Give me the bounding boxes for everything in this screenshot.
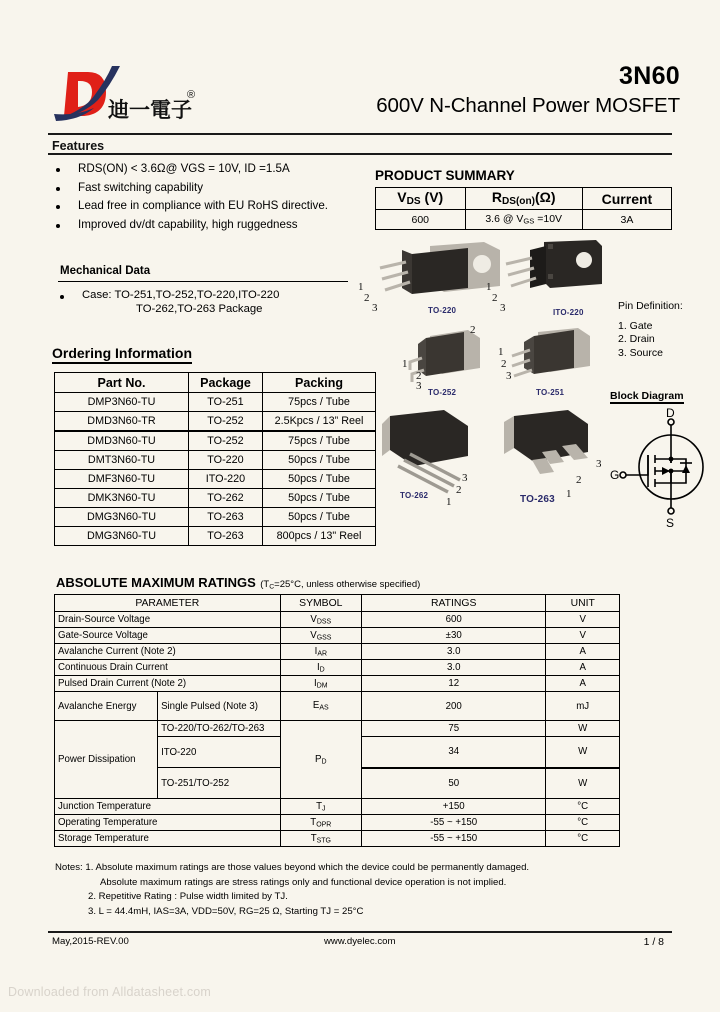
terminal-label-s: S	[666, 516, 675, 530]
pin-definition-block	[618, 300, 683, 360]
pin-number-1: 1	[402, 358, 408, 370]
page-footer	[48, 936, 672, 952]
cell-sub-condition: ITO-220	[158, 737, 281, 768]
cell-rating: 3.0	[362, 660, 546, 676]
table-row	[55, 644, 620, 660]
notes-block	[55, 861, 655, 919]
cell-part-no: DMD3N60-TR	[55, 412, 189, 432]
pin-definition-item: 1. Gate	[618, 319, 653, 332]
block-diagram-heading: Block Diagram	[610, 390, 684, 402]
product-summary-table	[375, 187, 672, 230]
pin-number-2: 2	[492, 292, 498, 304]
pin-number-2: 2	[470, 324, 476, 336]
table-row	[376, 210, 672, 230]
cell-sub-condition: TO-251/TO-252	[158, 768, 281, 799]
footer-website[interactable]: www.dyelec.com	[324, 936, 396, 947]
pin-number-3: 3	[500, 302, 506, 314]
block-diagram-mosfet-symbol	[608, 405, 718, 530]
package-label-to263: TO-263	[520, 494, 555, 505]
cell-symbol: $T_{OPR}$	[280, 815, 361, 831]
features-heading: Features	[52, 139, 105, 153]
table-row	[55, 628, 620, 644]
pin-number-1: 1	[358, 281, 364, 293]
watermark-text: Downloaded from Alldatasheet.com	[8, 985, 212, 999]
cell-parameter: Gate-Source Voltage	[55, 628, 281, 644]
pin-number-3: 3	[372, 302, 378, 314]
cell-parameter: Operating Temperature	[55, 815, 281, 831]
cell-packing: 75pcs / Tube	[263, 393, 376, 412]
features-list	[56, 162, 376, 236]
cell-unit: V	[546, 612, 620, 628]
cell-packing: 75pcs / Tube	[263, 431, 376, 451]
table-row	[55, 612, 620, 628]
cell-symbol: $P_D$	[280, 721, 361, 799]
cell-package: TO-263	[189, 508, 263, 527]
feature-text: Fast switching capability	[78, 180, 204, 194]
note-line-1: Notes: 1. Absolute maximum ratings are those values beyond which the device could be permanently damaged.	[55, 862, 530, 873]
table-row	[55, 451, 376, 470]
list-item	[56, 218, 376, 237]
mechanical-data-divider	[58, 281, 348, 282]
column-header-package: Package	[189, 373, 263, 393]
abs-max-heading-row	[56, 574, 420, 592]
cell-unit: °C	[546, 831, 620, 847]
footer-revision: May,2015-REV.00	[52, 936, 129, 947]
pin-definition-item: 2. Drain	[618, 333, 655, 345]
cell-parameter: Storage Temperature	[55, 831, 281, 847]
column-header-current: Current	[582, 188, 671, 210]
note-line-4: 3. L = 44.4mH, IAS=3A, VDD=50V, RG=25 Ω, Starting TJ = 25°C	[88, 905, 364, 917]
ordering-information-heading: Ordering Information	[52, 345, 192, 364]
column-header-packing: Packing	[263, 373, 376, 393]
bullet-icon	[60, 295, 64, 299]
page-subtitle: 600V N-Channel Power MOSFET	[376, 94, 680, 117]
page-title: 3N60	[619, 62, 680, 90]
bullet-icon	[56, 224, 60, 228]
pin-number-1: 1	[566, 488, 572, 500]
company-logo	[48, 64, 278, 130]
features-divider	[48, 153, 672, 155]
pin-number-2: 2	[416, 370, 422, 382]
table-row	[55, 799, 620, 815]
table-row	[55, 412, 376, 432]
cell-symbol: $I_{DM}$	[280, 676, 361, 692]
pin-number-3: 3	[506, 370, 512, 382]
table-row	[55, 815, 620, 831]
cell-symbol: $V_{DSS}$	[280, 612, 361, 628]
cell-rating: 3.0	[362, 644, 546, 660]
cell-parameter: Drain-Source Voltage	[55, 612, 281, 628]
pin-number-1: 1	[446, 496, 452, 508]
bullet-icon	[56, 205, 60, 209]
package-label-to251: TO-251	[536, 388, 565, 397]
table-header-row	[55, 595, 620, 612]
bullet-icon	[56, 187, 60, 191]
cell-parameter: Junction Temperature	[55, 799, 281, 815]
product-summary-heading: PRODUCT SUMMARY	[375, 168, 515, 183]
terminal-label-g: G	[610, 468, 620, 482]
cell-symbol: $E_{AS}$	[280, 692, 361, 721]
to220-package-image	[372, 240, 512, 312]
cell-parameter: Continuous Drain Current	[55, 660, 281, 676]
cell-rating: 50	[362, 768, 546, 799]
cell-package: TO-220	[189, 451, 263, 470]
to262-package-image	[364, 408, 494, 498]
abs-max-heading: ABSOLUTE MAXIMUM RATINGS	[56, 575, 256, 590]
cell-part-no: DMD3N60-TU	[55, 431, 189, 451]
cell-unit: W	[546, 768, 620, 799]
cell-unit: A	[546, 676, 620, 692]
pin-number-1: 1	[498, 346, 504, 358]
footer-page-number: 1 / 8	[643, 936, 664, 948]
cell-unit: V	[546, 628, 620, 644]
cell-rating: 12	[362, 676, 546, 692]
pin-definition-heading: Pin Definition:	[618, 300, 683, 312]
bullet-icon	[56, 168, 60, 172]
cell-packing: 50pcs / Tube	[263, 470, 376, 489]
pin-number-2: 2	[364, 292, 370, 304]
cell-rating: +150	[362, 799, 546, 815]
feature-text: Improved dv/dt capability, high ruggedness	[78, 217, 298, 231]
note-line-3: 2. Repetitive Rating : Pulse width limited by TJ.	[88, 891, 288, 902]
cell-rating: 600	[362, 612, 546, 628]
mechanical-case-line1: Case: TO-251,TO-252,TO-220,ITO-220	[82, 289, 280, 301]
cell-package: TO-262	[189, 489, 263, 508]
cell-symbol: $T_{STG}$	[280, 831, 361, 847]
abs-max-table-wrapper	[54, 594, 620, 847]
cell-part-no: DMF3N60-TU	[55, 470, 189, 489]
pin-number-3: 3	[416, 380, 422, 392]
table-row	[55, 393, 376, 412]
column-header-parameter: PARAMETER	[55, 595, 281, 612]
cell-rating: -55 ~ +150	[362, 831, 546, 847]
cell-package: TO-263	[189, 527, 263, 546]
pin-definition-item: 3. Source	[618, 346, 663, 359]
logo-company-name: 迪一電子	[108, 98, 192, 122]
package-label-to220: TO-220	[428, 306, 457, 315]
cell-packing: 50pcs / Tube	[263, 508, 376, 527]
cell-part-no: DMT3N60-TU	[55, 451, 189, 470]
cell-sub-condition: Single Pulsed (Note 3)	[158, 692, 281, 721]
cell-part-no: DMG3N60-TU	[55, 508, 189, 527]
cell-rating: 75	[362, 721, 546, 737]
ordering-table-wrapper	[54, 372, 376, 546]
column-header-part-no: Part No.	[55, 373, 189, 393]
cell-unit: W	[546, 721, 620, 737]
header-divider	[48, 133, 672, 135]
package-label-to252: TO-252	[428, 388, 457, 397]
value-vds: 600	[376, 210, 466, 230]
cell-symbol: $V_{GSS}$	[280, 628, 361, 644]
feature-text: Lead free in compliance with EU RoHS directive.	[78, 199, 329, 212]
column-header-rdson: $R_{DS(on)}(\Omega)$	[465, 188, 582, 210]
package-illustrations	[358, 236, 608, 544]
terminal-label-d: D	[666, 406, 675, 420]
cell-symbol: $T_J$	[280, 799, 361, 815]
table-header-row	[55, 373, 376, 393]
cell-package: TO-252	[189, 412, 263, 432]
pin-number-2: 2	[456, 484, 462, 496]
cell-rating: -55 ~ +150	[362, 815, 546, 831]
table-row	[55, 721, 620, 737]
product-summary-section	[375, 168, 672, 230]
cell-part-no: DMP3N60-TU	[55, 393, 189, 412]
cell-rating: ±30	[362, 628, 546, 644]
cell-package: TO-252	[189, 431, 263, 451]
cell-packing: 50pcs / Tube	[263, 451, 376, 470]
table-row	[55, 692, 620, 721]
cell-sub-condition: TO-220/TO-262/TO-263	[158, 721, 281, 737]
cell-packing: 50pcs / Tube	[263, 489, 376, 508]
mechanical-case-line2: TO-262,TO-263 Package	[136, 303, 263, 315]
list-item	[56, 199, 376, 218]
cell-packing: 800pcs / 13" Reel	[263, 527, 376, 546]
value-rdson: 3.6 @ $V_{GS} =10V$	[465, 210, 582, 230]
cell-unit: A	[546, 644, 620, 660]
abs-max-condition: ($T_C=25^\circ C$, unless otherwise specified)	[260, 579, 421, 591]
cell-rating: 34	[362, 737, 546, 768]
table-header-row	[376, 188, 672, 210]
mechanical-data-heading: Mechanical Data	[60, 265, 151, 277]
cell-part-no: DMG3N60-TU	[55, 527, 189, 546]
package-label-to262: TO-262	[400, 491, 429, 500]
cell-unit: A	[546, 660, 620, 676]
cell-rating: 200	[362, 692, 546, 721]
footer-divider	[48, 931, 672, 933]
table-row	[55, 660, 620, 676]
package-label-ito220: ITO-220	[553, 308, 584, 317]
table-row	[55, 431, 376, 451]
note-line-2: Absolute maximum ratings are stress ratings only and functional device operation is not implied.	[100, 876, 507, 888]
abs-max-table	[54, 594, 620, 847]
to251-package-image	[508, 326, 600, 386]
pin-number-3: 3	[462, 472, 468, 484]
cell-packing: 2.5Kpcs / 13” Reel	[263, 412, 376, 432]
value-current: 3A	[582, 210, 671, 230]
cell-package: TO-251	[189, 393, 263, 412]
cell-unit: mJ	[546, 692, 620, 721]
table-row	[55, 508, 376, 527]
pin-number-2: 2	[576, 474, 582, 486]
pin-number-3: 3	[596, 458, 602, 470]
ordering-table	[54, 372, 376, 546]
cell-unit: °C	[546, 815, 620, 831]
column-header-ratings: RATINGS	[362, 595, 546, 612]
cell-unit: °C	[546, 799, 620, 815]
column-header-unit: UNIT	[546, 595, 620, 612]
ito220-package-image	[500, 238, 608, 312]
cell-symbol: $I_D$	[280, 660, 361, 676]
cell-part-no: DMK3N60-TU	[55, 489, 189, 508]
column-header-vds: $V_{DS}$ (V)	[376, 188, 466, 210]
table-row	[55, 676, 620, 692]
column-header-symbol: SYMBOL	[280, 595, 361, 612]
cell-parameter: Power Dissipation	[55, 721, 158, 799]
list-item	[56, 162, 376, 181]
cell-parameter: Pulsed Drain Current (Note 2)	[55, 676, 281, 692]
registered-trademark-icon: ®	[187, 89, 196, 101]
table-row	[55, 470, 376, 489]
table-row	[55, 831, 620, 847]
feature-text: RDS(ON) < 3.6Ω@ VGS = 10V, ID =1.5A	[78, 162, 290, 175]
cell-unit: W	[546, 737, 620, 768]
to263-package-image	[488, 408, 608, 498]
table-row	[55, 489, 376, 508]
table-row	[55, 527, 376, 546]
cell-package: ITO-220	[189, 470, 263, 489]
cell-symbol: $I_{AR}$	[280, 644, 361, 660]
page-header	[48, 62, 680, 134]
pin-number-2: 2	[501, 358, 507, 370]
pin-number-1: 1	[486, 281, 492, 293]
cell-parameter: Avalanche Current (Note 2)	[55, 644, 281, 660]
cell-parameter: Avalanche Energy	[55, 692, 158, 721]
list-item	[56, 181, 376, 200]
